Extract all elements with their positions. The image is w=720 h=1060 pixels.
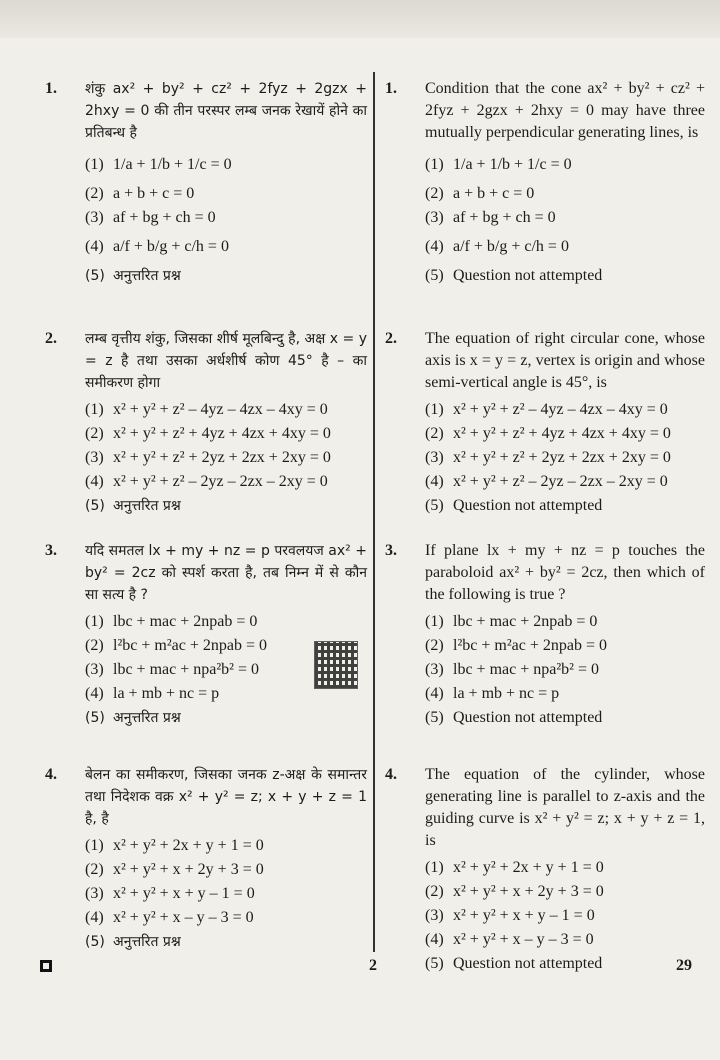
question-text: बेलन का समीकरण, जिसका जनक z-अक्ष के समान्तर तथा निदेशक वक्र x² + y² = z; x + y + z = 1 है, है: [85, 767, 367, 827]
option-4: (4) x² + y² + z² – 2yz – 2zx – 2xy = 0: [425, 473, 668, 490]
page-number-right: 29: [676, 957, 692, 974]
option-1: (1) x² + y² + 2x + y + 1 = 0: [85, 837, 264, 854]
column-divider: [373, 72, 375, 952]
option-4: (4) la + mb + nc = p: [425, 685, 560, 702]
options-list: [425, 856, 705, 976]
option-3: (3) af + bg + ch = 0: [425, 209, 556, 226]
option-3: (3) x² + y² + x + y – 1 = 0: [85, 885, 255, 902]
question-text: लम्ब वृत्तीय शंकु, जिसका शीर्ष मूलबिन्दु है, अक्ष x = y = z है तथा उसका अर्धशीर्ष कोण 45° है – का समीकरण होगा: [85, 331, 367, 391]
option-5: (5) Question not attempted: [425, 955, 603, 972]
options-list: [425, 398, 705, 518]
option-4: (4) la + mb + nc = p: [85, 685, 220, 702]
option-5: (5) अनुत्तरित प्रश्न: [85, 268, 181, 284]
question-number: 4.: [45, 766, 57, 783]
registration-mark-icon: [40, 960, 52, 972]
option-4: (4) a/f + b/g + c/h = 0: [425, 238, 569, 255]
question-3-hindi: [45, 540, 367, 730]
option-1: (1) lbc + mac + 2npab = 0: [85, 613, 258, 630]
question-number: 2.: [385, 330, 397, 347]
question-number: 3.: [385, 542, 397, 559]
option-3: (3) x² + y² + z² + 2yz + 2zx + 2xy = 0: [85, 449, 331, 466]
option-3: (3) lbc + mac + npa²b² = 0: [425, 661, 599, 678]
option-4: (4) x² + y² + x – y – 3 = 0: [425, 931, 594, 948]
option-4: (4) x² + y² + z² – 2yz – 2zx – 2xy = 0: [85, 473, 328, 490]
options-list: [425, 148, 705, 288]
page-number-left: 2: [369, 957, 377, 974]
question-3-english: [385, 540, 705, 730]
question-text: शंकु ax² + by² + cz² + 2fyz + 2gzx + 2hxy = 0 की तीन परस्पर लम्ब जनक रेखायें होने का प्रतिबन्ध है: [85, 81, 367, 141]
option-5: (5) अनुत्तरित प्रश्न: [85, 934, 181, 950]
option-1: (1) 1/a + 1/b + 1/c = 0: [85, 156, 232, 173]
question-text: The equation of right circular cone, whose axis is x = y = z, vertex is origin and whose semi-vertical angle is 45°, is: [425, 330, 705, 391]
question-4-english: [385, 764, 705, 976]
option-3: (3) x² + y² + x + y – 1 = 0: [425, 907, 595, 924]
page-header-band: [0, 0, 720, 38]
option-5: (5) Question not attempted: [425, 497, 603, 514]
question-1-hindi: [45, 78, 367, 288]
question-number: 4.: [385, 766, 397, 783]
option-2: (2) x² + y² + z² + 4yz + 4zx + 4xy = 0: [425, 425, 671, 442]
option-1: (1) 1/a + 1/b + 1/c = 0: [425, 156, 572, 173]
question-number: 1.: [385, 80, 397, 97]
datamatrix-code: [314, 641, 358, 689]
question-text: यदि समतल lx + my + nz = p परवलयज ax² + by² = 2cz को स्पर्श करता है, तब निम्न में से कौन सा सत्य है ?: [85, 543, 367, 603]
option-2: (2) x² + y² + x + 2y + 3 = 0: [425, 883, 604, 900]
option-3: (3) x² + y² + z² + 2yz + 2zx + 2xy = 0: [425, 449, 671, 466]
option-2: (2) a + b + c = 0: [85, 185, 195, 202]
option-1: (1) x² + y² + z² – 4yz – 4zx – 4xy = 0: [85, 401, 328, 418]
question-number: 2.: [45, 330, 57, 347]
option-2: (2) a + b + c = 0: [425, 185, 535, 202]
question-text: If plane lx + my + nz = p touches the paraboloid ax² + by² = 2cz, then which of the following is true ?: [425, 542, 705, 603]
options-list: [85, 148, 367, 288]
option-2: (2) x² + y² + z² + 4yz + 4zx + 4xy = 0: [85, 425, 331, 442]
option-5: (5) अनुत्तरित प्रश्न: [85, 710, 181, 726]
option-5: (5) Question not attempted: [425, 709, 603, 726]
option-3: (3) af + bg + ch = 0: [85, 209, 216, 226]
options-list: [425, 610, 705, 730]
question-number: 3.: [45, 542, 57, 559]
option-5: (5) Question not attempted: [425, 267, 603, 284]
question-text: Condition that the cone ax² + by² + cz² + 2fyz + 2gzx + 2hxy = 0 may have three mutually perpendicular generating lines, is: [425, 80, 705, 141]
question-1-english: [385, 78, 705, 288]
question-2-english: [385, 328, 705, 518]
question-4-hindi: [45, 764, 367, 954]
option-1: (1) lbc + mac + 2npab = 0: [425, 613, 598, 630]
option-2: (2) l²bc + m²ac + 2npab = 0: [85, 637, 267, 654]
options-list: [85, 834, 367, 954]
option-2: (2) x² + y² + x + 2y + 3 = 0: [85, 861, 264, 878]
question-2-hindi: [45, 328, 367, 518]
question-number: 1.: [45, 80, 57, 97]
options-list: [85, 398, 367, 518]
option-2: (2) l²bc + m²ac + 2npab = 0: [425, 637, 607, 654]
option-3: (3) lbc + mac + npa²b² = 0: [85, 661, 259, 678]
option-4: (4) x² + y² + x – y – 3 = 0: [85, 909, 254, 926]
option-5: (5) अनुत्तरित प्रश्न: [85, 498, 181, 514]
option-1: (1) x² + y² + 2x + y + 1 = 0: [425, 859, 604, 876]
question-text: The equation of the cylinder, whose generating line is parallel to z-axis and the guiding curve is x² + y² = z; x + y + z = 1, is: [425, 766, 705, 849]
option-1: (1) x² + y² + z² – 4yz – 4zx – 4xy = 0: [425, 401, 668, 418]
option-4: (4) a/f + b/g + c/h = 0: [85, 238, 229, 255]
